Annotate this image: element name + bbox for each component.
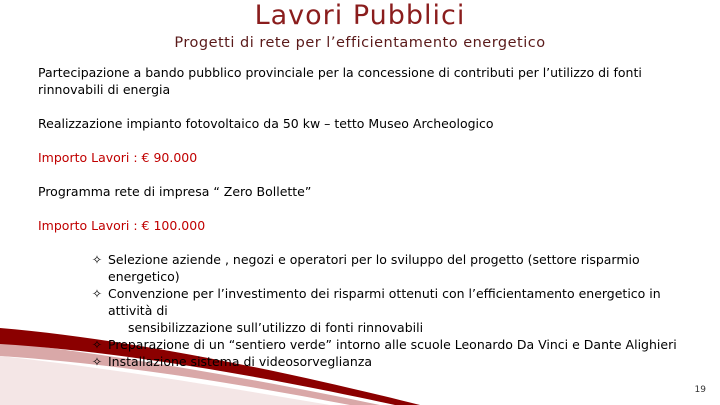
list-item	[90, 336, 698, 353]
bullet-list	[38, 251, 698, 370]
paragraph-fotovoltaico: Realizzazione impianto fotovoltaico da 50 kw – tetto Museo Archeologico	[38, 116, 494, 131]
paragraph-zero-bollette: Programma rete di impresa “ Zero Bollette”	[38, 184, 312, 199]
list-item-text: Selezione aziende , negozi e operatori per lo sviluppo del progetto (settore risparmio	[108, 252, 640, 267]
star-bullet-icon: ✧	[91, 252, 103, 267]
list-item	[90, 285, 698, 336]
star-bullet-icon: ✧	[91, 337, 103, 352]
list-item-text: Installazione sistema di videosorveglianza	[108, 354, 373, 369]
list-item-text: energetico)	[108, 269, 180, 284]
paragraph-line: rinnovabili di energia	[38, 82, 171, 97]
slide-subtitle: Progetti di rete per l’efficientamento energetico	[174, 35, 546, 51]
importo-lavori-2: Importo Lavori : € 100.000	[38, 218, 206, 233]
list-item	[90, 251, 698, 285]
paragraph-line: Partecipazione a bando pubblico provinciale per la concessione di contributi per l’utilizzo di fonti	[38, 65, 642, 80]
slide-title: Lavori Pubblici	[254, 0, 466, 31]
importo-lavori-1: Importo Lavori : € 90.000	[38, 150, 198, 165]
star-bullet-icon: ✧	[91, 354, 103, 369]
list-item-text: Preparazione di un “sentiero verde” intorno alle scuole Leonardo Da Vinci e Dante Alighieri	[108, 337, 677, 352]
star-bullet-icon: ✧	[91, 286, 103, 301]
page-number: 19	[694, 385, 706, 395]
list-item-text: sensibilizzazione sull’utilizzo di fonti rinnovabili	[128, 320, 424, 335]
list-item-text: attività di	[108, 303, 168, 318]
slide-content	[38, 64, 698, 370]
paragraph-bando	[38, 64, 698, 98]
list-item	[90, 353, 698, 370]
list-item-text: Convenzione per l’investimento dei risparmi ottenuti con l’efficientamento energetico in	[108, 286, 661, 301]
